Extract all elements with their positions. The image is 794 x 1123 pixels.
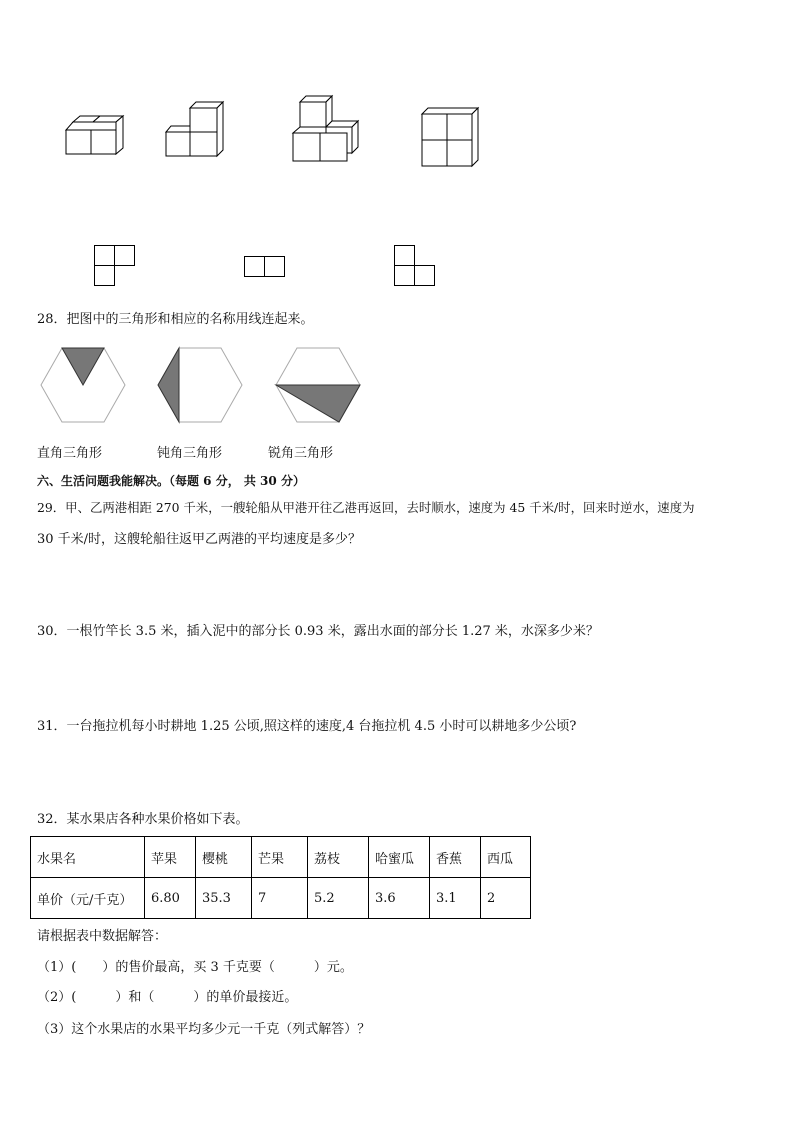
table-cell: 水果名 (31, 837, 145, 878)
table-cell: 芒果 (252, 837, 308, 878)
view-figure-1 (94, 245, 136, 287)
table-cell: 3.6 (369, 878, 430, 919)
view-figure-2 (244, 256, 286, 278)
label-right-triangle: 直角三角形 (37, 446, 103, 461)
hexagon-obtuse-triangle (157, 347, 243, 423)
table-cell: 5.2 (308, 878, 369, 919)
label-obtuse-triangle: 钝角三角形 (157, 446, 223, 461)
section-6-heading: 六、生活问题我能解决。（每题 6 分， 共 30 分） (37, 474, 305, 488)
cube-figure-1 (60, 110, 130, 160)
question-32-sub-3: （3）这个水果店的水果平均多少元一千克（列式解答）？ (37, 1022, 371, 1037)
question-29-line-2: 30 千米/时，这艘轮船往返甲乙两港的平均速度是多少？ (37, 532, 362, 547)
label-acute-triangle: 锐角三角形 (268, 446, 334, 461)
question-32-sub-1: （1）( ）的售价最高，买 3 千克要（ ）元。 (37, 960, 353, 975)
table-cell: 6.80 (145, 878, 196, 919)
question-32-intro: 32．某水果店各种水果价格如下表。 (37, 812, 249, 827)
table-cell: 樱桃 (196, 837, 252, 878)
question-28-text: 28．把图中的三角形和相应的名称用线连起来。 (37, 312, 314, 327)
table-cell: 西瓜 (481, 837, 531, 878)
table-cell: 荔枝 (308, 837, 369, 878)
table-cell: 苹果 (145, 837, 196, 878)
cube-figure-4 (420, 105, 486, 169)
question-32-prompt: 请根据表中数据解答： (37, 929, 168, 944)
table-cell: 35.3 (196, 878, 252, 919)
table-cell: 香蕉 (430, 837, 481, 878)
question-31-text: 31．一台拖拉机每小时耕地 1.25 公顷,照这样的速度,4 台拖拉机 4.5 小时可以耕地多少公顷? (37, 719, 577, 734)
table-header-row (31, 837, 531, 878)
table-cell: 3.1 (430, 878, 481, 919)
hexagon-right-triangle (40, 347, 126, 423)
table-row (31, 878, 531, 919)
cube-figure-2 (163, 98, 233, 162)
question-29-line-1: 29．甲、乙两港相距 270 千米，一艘轮船从甲港开往乙港再返回，去时顺水，速度为 45 千米/时，回来时逆水，速度为 (37, 500, 695, 515)
question-32-sub-2: （2）( ）和（ ）的单价最接近。 (37, 990, 298, 1005)
hexagon-acute-triangle (275, 347, 361, 423)
table-cell: 哈蜜瓜 (369, 837, 430, 878)
table-cell: 2 (481, 878, 531, 919)
view-figure-3 (394, 245, 436, 287)
fruit-price-table (30, 836, 531, 919)
question-30-text: 30．一根竹竿长 3.5 米，插入泥中的部分长 0.93 米，露出水面的部分长 1.27 米，水深多少米？ (37, 624, 599, 639)
table-cell: 7 (252, 878, 308, 919)
table-cell: 单价（元/千克） (31, 878, 145, 919)
cube-figure-3 (290, 93, 362, 165)
